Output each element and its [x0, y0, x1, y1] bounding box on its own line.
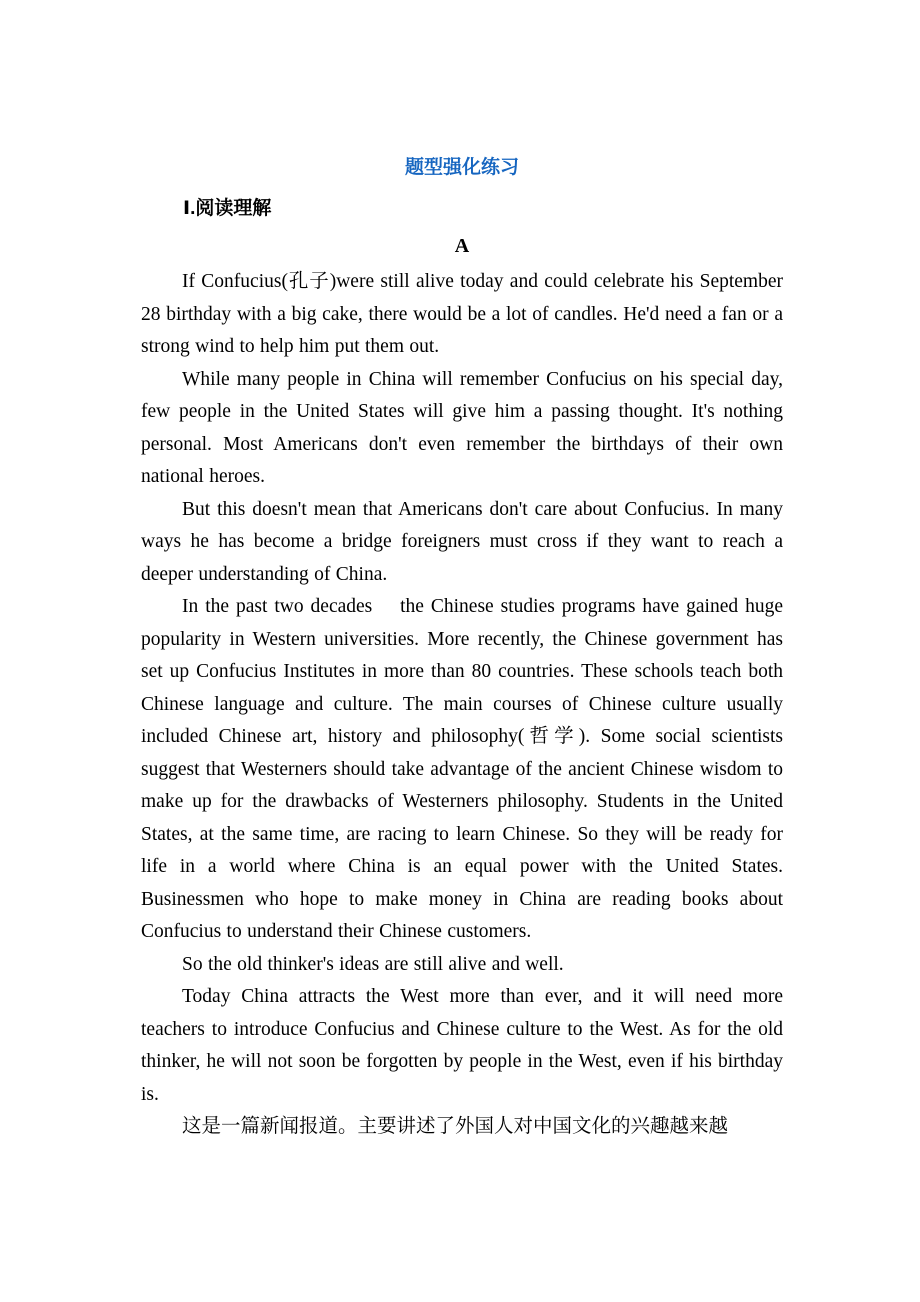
section-heading-reading-comprehension: Ⅰ.阅读理解 — [183, 198, 272, 219]
paragraph: But this doesn't mean that Americans don't care about Confucius. In many ways he has become a bridge foreigners must cross if they want to reach a deeper understanding of China. — [141, 498, 783, 585]
document-content — [141, 155, 783, 1144]
analysis-paragraph-chinese: 这是一篇新闻报道。主要讲述了外国人对中国文化的兴趣越来越 — [182, 1116, 729, 1137]
paragraph: Today China attracts the West more than ever, and it will need more teachers to introduce Confucius and Chinese culture to the West. As for the old thinker, he will not soon be forgotten by people in the West, even if his birthday is. — [141, 986, 783, 1105]
paragraph: In the past two decades the Chinese studies programs have gained huge popularity in Western universities. More recently, the Chinese government has set up Confucius Institutes in more than 80 countries. These schools teach both Chinese language and culture. The main courses of Chinese culture usually included Chinese art, history and philosophy(哲学). Some social scientists suggest that Westerners should take advantage of the ancient Chinese wisdom to make up for the drawbacks of Westerners philosophy. Students in the United States, at the same time, are racing to learn Chinese. So they will be ready for life in a world where China is an equal power with the United States. Businessmen who hope to make money in China are reading books about Confucius to understand their Chinese customers. — [141, 596, 783, 942]
passage-label-a: A — [454, 235, 470, 257]
paragraph: If Confucius(孔子)were still alive today and could celebrate his September 28 birthday with a big cake, there would be a lot of candles. He'd need a fan or a strong wind to help him put them out. — [141, 271, 783, 357]
document-title: 题型强化练习 — [404, 157, 519, 178]
paragraph: While many people in China will remember Confucius on his special day, few people in the United States will give him a passing thought. It's nothing personal. Most Americans don't even remember the birthdays of their own national heroes. — [141, 368, 783, 487]
paragraph: So the old thinker's ideas are still alive and well. — [182, 953, 564, 975]
